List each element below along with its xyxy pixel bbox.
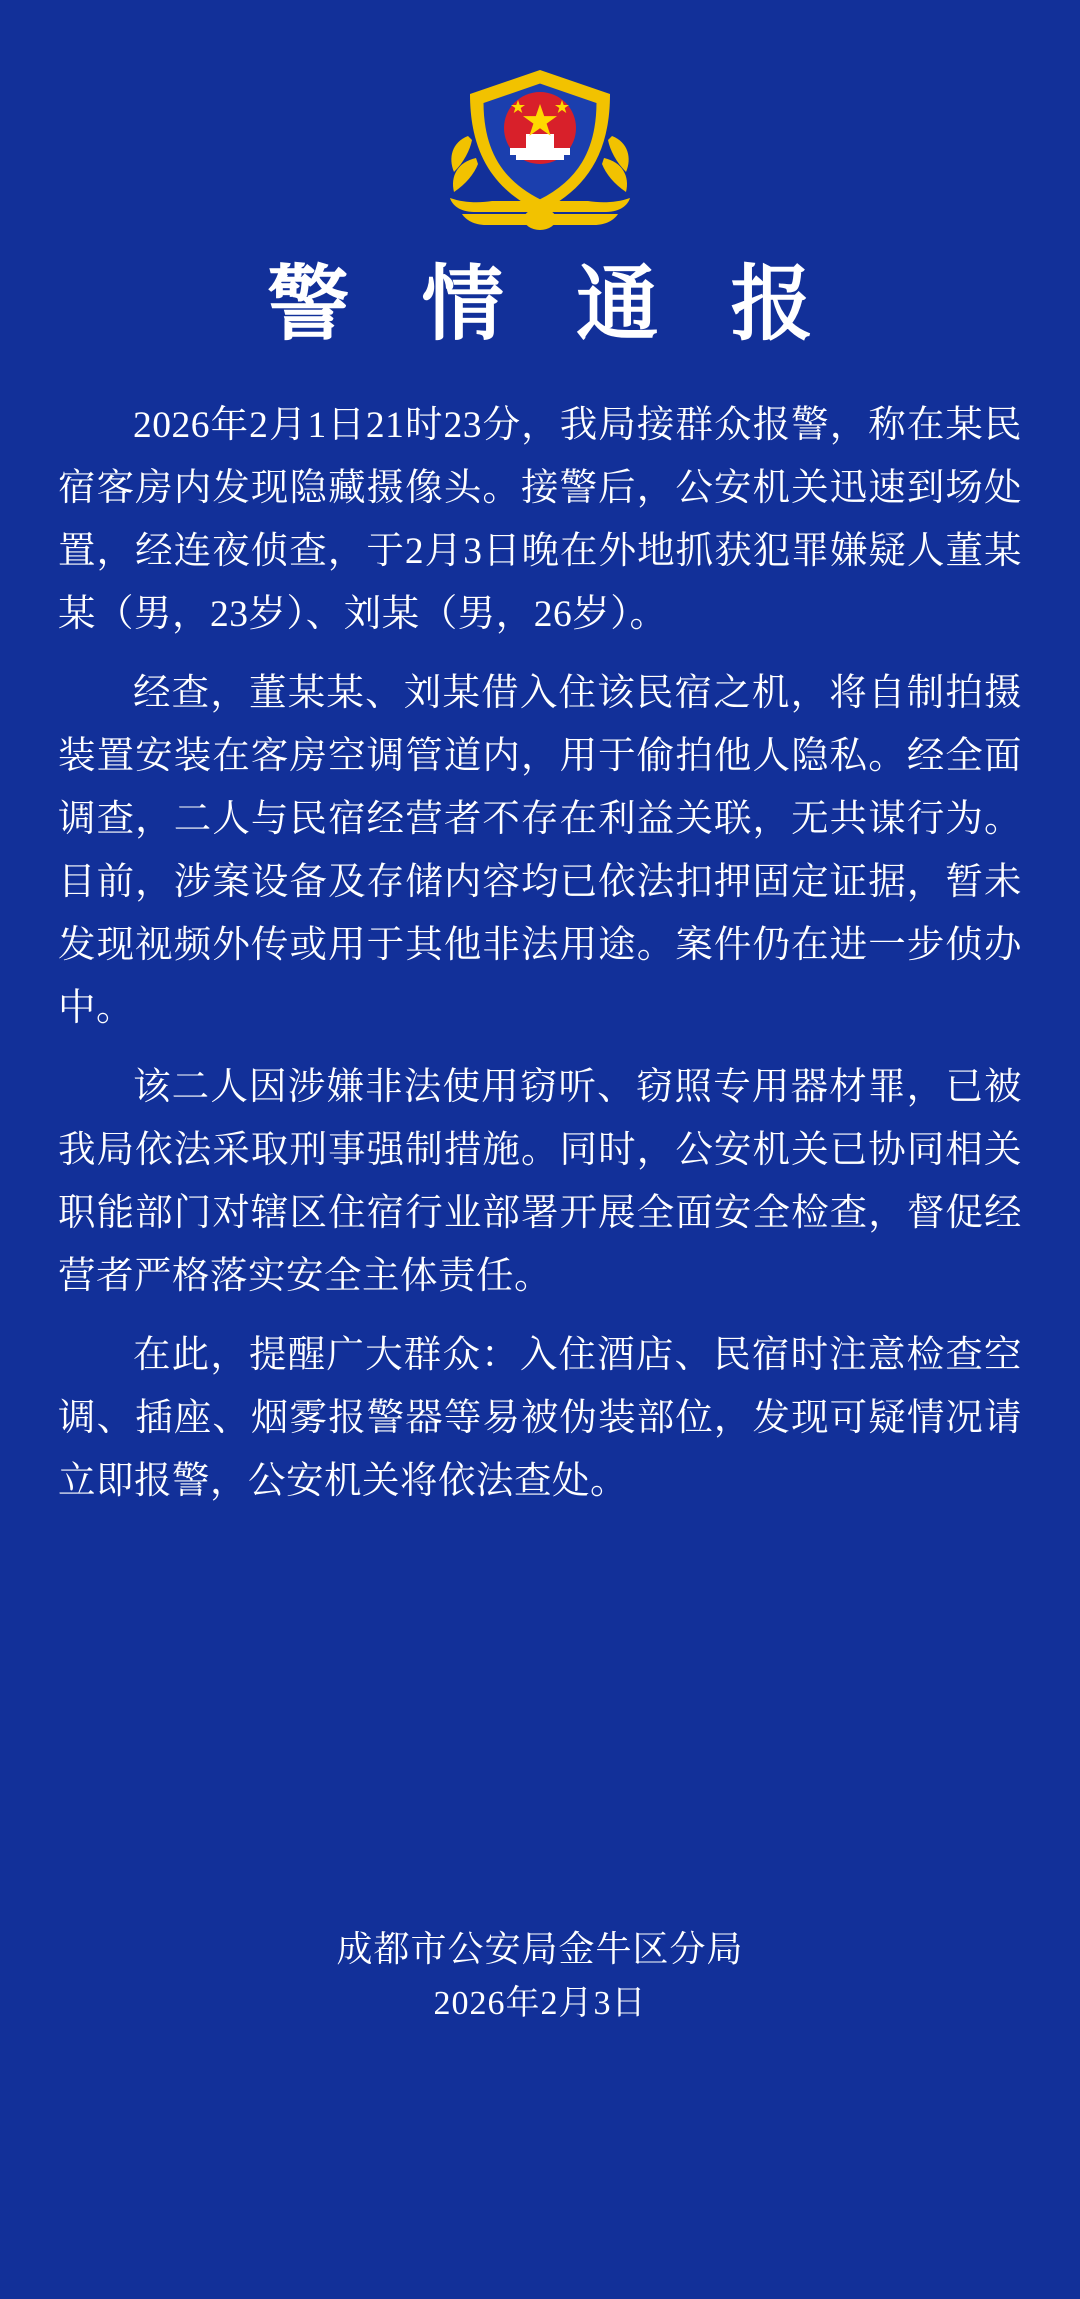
paragraph-1: 2026年2月1日21时23分，我局接群众报警，称在某民宿客房内发现隐藏摄像头。接警后，公安机关迅速到场处置，经连夜侦查，于2月3日晚在外地抓获犯罪嫌疑人董某某（男，23岁）、刘某（男，26岁）。 (58, 405, 1022, 636)
china-police-emblem-icon (440, 62, 640, 238)
emblem-container (58, 0, 1022, 238)
paragraph-4: 在此，提醒广大群众：入住酒店、民宿时注意检查空调、插座、烟雾报警器等易被伪装部位，发现可疑情况请立即报警，公安机关将依法查处。 (58, 1335, 1022, 1503)
notice-body (58, 394, 1022, 1513)
signature-block (0, 1921, 1080, 2031)
paragraph-3: 该二人因涉嫌非法使用窃听、窃照专用器材罪，已被我局依法采取刑事强制措施。同时，公安机关已协同相关职能部门对辖区住宿行业部署开展全面安全检查，督促经营者严格落实安全主体责任。 (58, 1067, 1022, 1298)
issuing-organization: 成都市公安局金牛区分局 (336, 1929, 744, 1969)
issue-date: 2026年2月3日 (433, 1985, 647, 2022)
page-title: 警 情 通 报 (267, 259, 839, 350)
paragraph-2: 经查，董某某、刘某借入住该民宿之机，将自制拍摄装置安装在客房空调管道内，用于偷拍他人隐私。经全面调查，二人与民宿经营者不存在利益关联，无共谋行为。目前，涉案设备及存储内容均已依法扣押固定证据，暂未发现视频外传或用于其他非法用途。案件仍在进一步侦办中。 (58, 673, 1022, 1030)
